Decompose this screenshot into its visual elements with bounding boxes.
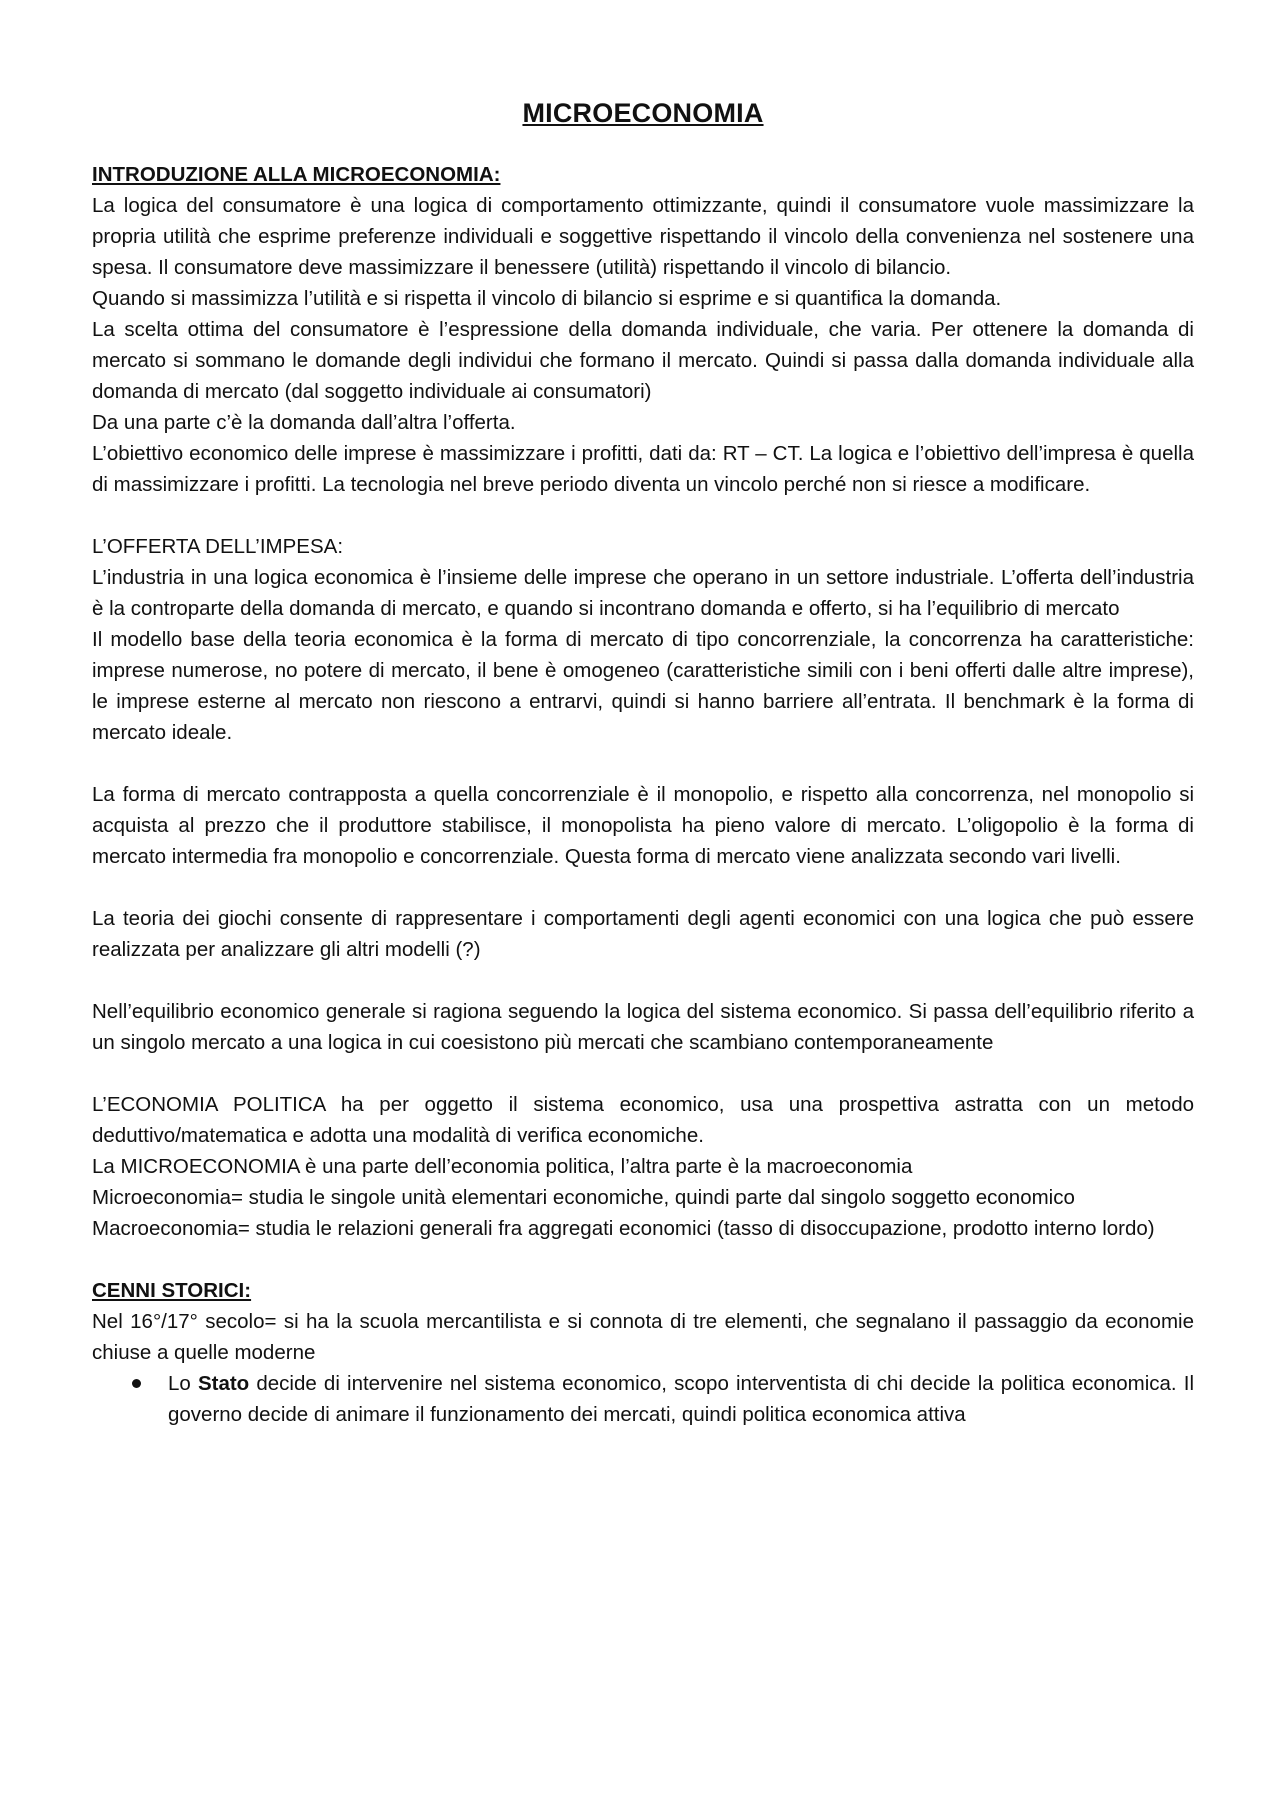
list-item-bold-term: Stato — [197, 1372, 250, 1395]
list-item-prefix: Lo — [168, 1372, 198, 1395]
section-heading-cenni-storici: CENNI STORICI: — [92, 1279, 252, 1302]
spacer — [92, 965, 1194, 996]
section-heading-introduzione: INTRODUZIONE ALLA MICROECONOMIA: — [92, 163, 501, 186]
spacer — [92, 872, 1194, 903]
section-heading-offerta: L’OFFERTA DELL’IMPESA: — [92, 535, 344, 558]
paragraph: La logica del consumatore è una logica di comportamento ottimizzante, quindi il consumatore vuole massimizzare la propria utilità che esprime preferenze individuali e soggettive rispettando il vincolo della convenienza nel sostenere una spesa. Il consumatore deve massimizzare il benessere (utilità) rispettando il vincolo di bilancio. — [92, 194, 1194, 279]
paragraph: La MICROECONOMIA è una parte dell’economia politica, l’altra parte è la macroeconomia — [92, 1155, 913, 1178]
bullet-list — [92, 1368, 1194, 1430]
paragraph: Microeconomia= studia le singole unità elementari economiche, quindi parte dal singolo soggetto economico — [92, 1186, 1075, 1209]
spacer — [92, 1058, 1194, 1089]
spacer — [92, 748, 1194, 779]
paragraph: La scelta ottima del consumatore è l’espressione della domanda individuale, che varia. Per ottenere la domanda di mercato si sommano le domande degli individui che formano il mercato. Quindi si passa dalla domanda individuale alla domanda di mercato (dal soggetto individuale ai consumatori) — [92, 318, 1194, 403]
paragraph: Il modello base della teoria economica è la forma di mercato di tipo concorrenziale, la concorrenza ha caratteristiche: imprese numerose, no potere di mercato, il bene è omogeneo (caratteristiche simili con i beni offerti dalle altre imprese), le imprese esterne al mercato non riescono a entrarvi, quindi si hanno barriere all’entrata. Il benchmark è la forma di mercato ideale. — [92, 628, 1194, 744]
page-title: MICROECONOMIA — [522, 98, 764, 128]
paragraph: La forma di mercato contrapposta a quella concorrenziale è il monopolio, e rispetto alla concorrenza, nel monopolio si acquista al prezzo che il produttore stabilisce, il monopolista ha pieno valore di mercato. L’oligopolio è la forma di mercato intermedia fra monopolio e concorrenziale. Questa forma di mercato viene analizzata secondo vari livelli. — [92, 783, 1194, 868]
paragraph: Da una parte c’è la domanda dall’altra l’offerta. — [92, 411, 516, 434]
spacer — [92, 1244, 1194, 1275]
paragraph: Macroeconomia= studia le relazioni generali fra aggregati economici (tasso di disoccupazione, prodotto interno lordo) — [92, 1217, 1155, 1240]
paragraph: La teoria dei giochi consente di rappresentare i comportamenti degli agenti economici con una logica che può essere realizzata per analizzare gli altri modelli (?) — [92, 907, 1194, 961]
paragraph: L’ECONOMIA POLITICA ha per oggetto il sistema economico, usa una prospettiva astratta con un metodo deduttivo/matematica e adotta una modalità di verifica economiche. — [92, 1093, 1194, 1147]
list-item-text: decide di intervenire nel sistema economico, scopo interventista di chi decide la politica economica. Il governo decide di animare il funzionamento dei mercati, quindi politica economica attiva — [168, 1372, 1194, 1426]
spacer — [92, 500, 1194, 531]
paragraph: L’obiettivo economico delle imprese è massimizzare i profitti, dati da: RT – CT. La logica e l’obiettivo dell’impresa è quella di massimizzare i profitti. La tecnologia nel breve periodo diventa un vincolo perché non si riesce a modificare. — [92, 442, 1194, 496]
list-item — [168, 1368, 1194, 1430]
paragraph: L’industria in una logica economica è l’insieme delle imprese che operano in un settore industriale. L’offerta dell’industria è la controparte della domanda di mercato, e quando si incontrano domanda e offerto, si ha l’equilibrio di mercato — [92, 566, 1194, 620]
paragraph: Quando si massimizza l’utilità e si rispetta il vincolo di bilancio si esprime e si quantifica la domanda. — [92, 287, 1002, 310]
paragraph: Nell’equilibrio economico generale si ragiona seguendo la logica del sistema economico. Si passa dell’equilibrio riferito a un singolo mercato a una logica in cui coesistono più mercati che scambiano contemporaneamente — [92, 1000, 1194, 1054]
paragraph: Nel 16°/17° secolo= si ha la scuola mercantilista e si connota di tre elementi, che segnalano il passaggio da economie chiuse a quelle moderne — [92, 1310, 1194, 1364]
